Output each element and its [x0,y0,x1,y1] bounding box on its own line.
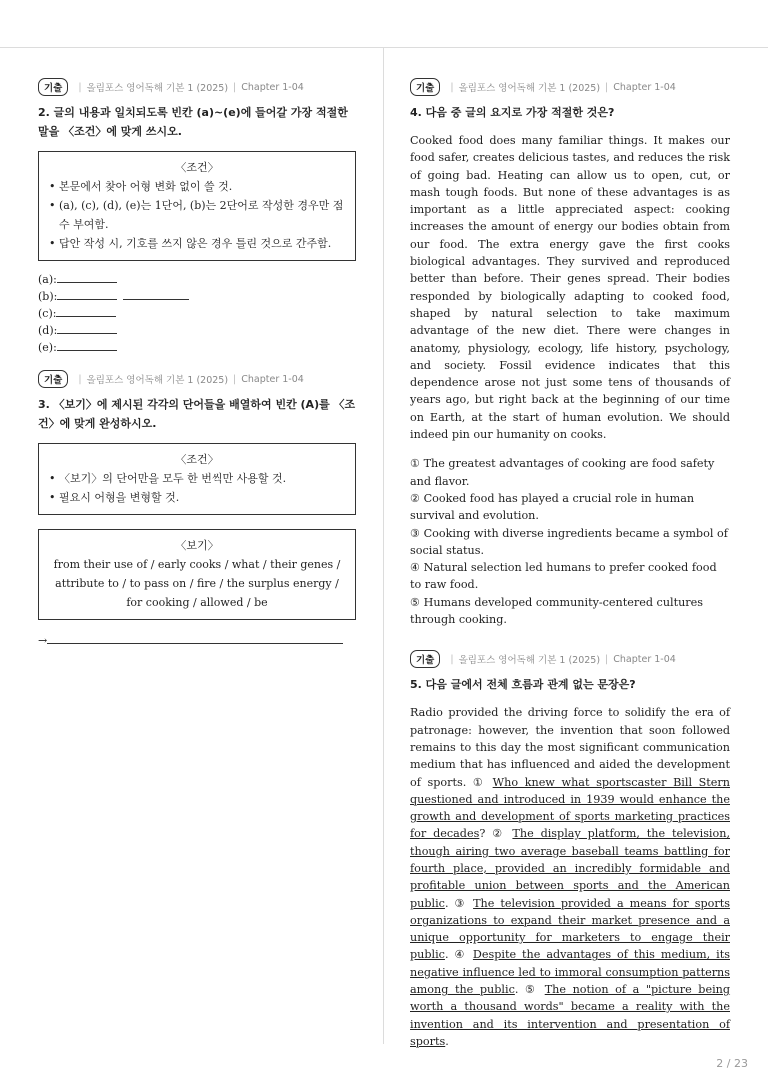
q5-sentence-2[interactable]: The display platform, the television, though airing two average baseball teams battling for fourth place, provided an incredibly formidable and profitable union between sports and the American public [410,827,731,910]
q3-condition: • 필요시 어형을 변형할 것. [49,491,180,504]
q2-chapter: Chapter 1-04 [241,81,304,93]
q5-num-3: ③ [454,896,468,910]
right-column [410,78,730,1050]
q5-title: 5. 다음 글에서 전체 흐름과 관계 없는 문장은? [410,678,636,692]
q2-answer-blanks [38,271,356,356]
q4-title: 4. 다음 중 글의 요지로 가장 적절한 것은? [410,106,615,119]
q5-num-4: ④ [454,948,467,962]
q2-condition: • 답안 작성 시, 기호를 쓰지 않은 경우 틀린 것으로 간주함. [49,237,332,250]
answer-line-d[interactable] [57,323,117,334]
answer-line-b2[interactable] [123,289,189,300]
q3-bogi-title: 〈보기〉 [175,539,219,552]
q3-conditions-box [38,443,356,515]
blank-c: (c): [38,305,356,322]
q4-meta: 기출 | 올림포스 영어독해 기본 1 (2025) | Chapter 1-04 [410,78,730,96]
q2-conditions-box [38,151,356,261]
q3-badge: 기출 [38,370,68,388]
answer-line-c[interactable] [56,306,116,317]
q4-source: 올림포스 영어독해 기본 1 (2025) [458,83,601,94]
q2-source: 올림포스 영어독해 기본 1 (2025) [86,83,229,94]
q3-title: 3. 〈보기〉에 제시된 각각의 단어들을 배열하여 빈칸 (A)를 〈조건〉에 맞게 완성하시오. [38,398,356,430]
q5-badge: 기출 [410,650,440,668]
answer-arrow: → [38,634,48,647]
answer-line-e[interactable] [57,340,117,351]
q3-condition: • 〈보기〉의 단어만을 모두 한 번씩만 사용할 것. [49,472,287,485]
left-column [38,78,356,647]
q3-source: 올림포스 영어독해 기본 1 (2025) [86,375,229,386]
q5-num-1: ① [472,775,487,789]
q3-bogi-words: from their use of / early cooks / what / their genes / attribute to / to pass on / fire / the surplus energy / for cooking / allowed / be [53,558,341,609]
page-number: 2 / 23 [716,1057,748,1070]
q5-num-5: ⑤ [525,983,539,997]
choice-4[interactable]: ④ Natural selection led humans to prefer cooked food to raw food. [410,561,717,592]
q2-meta: 기출 | 올림포스 영어독해 기본 1 (2025) | Chapter 1-04 [38,78,356,96]
q4-chapter: Chapter 1-04 [613,81,676,93]
q2-title: 2. 글의 내용과 일치되도록 빈칸 (a)~(e)에 들어갈 가장 적절한 말을 〈조건〉에 맞게 쓰시오. [38,106,348,138]
blank-b: (b): [38,288,356,305]
q4-choices [410,455,730,628]
header-rule [0,47,768,48]
q3-conditions-title: 〈조건〉 [175,453,219,466]
q5-sentence-1[interactable]: Who knew what sportscaster Bill Stern questioned and introduced in 1939 would enhance the growth and development of sports marketing practices for decades [410,775,730,841]
q5-intro: Radio provided the driving force to solidify the era of patronage: however, the invention that soon followed remains to this day the most significant communication medium that has influenced and aided the development of sports. [410,706,730,789]
q2-conditions-title: 〈조건〉 [175,161,219,174]
q4-badge: 기출 [410,78,440,96]
q3-answer [38,634,356,647]
choice-1[interactable]: ① The greatest advantages of cooking are food safety and flavor. [410,457,715,488]
q3-meta: 기출 | 올림포스 영어독해 기본 1 (2025) | Chapter 1-04 [38,370,356,388]
q5-sentence-5[interactable]: The notion of a "picture being worth a thousand words" became a reality with the invention and its intervention and presentation of sports [410,983,731,1048]
choice-2[interactable]: ② Cooked food has played a crucial role in human survival and evolution. [410,491,695,523]
q2-condition: • 본문에서 찾아 어형 변화 없이 쓸 것. [49,180,233,193]
answer-line-b1[interactable] [57,289,117,300]
q4-passage: Cooked food does many familiar things. It makes our food safer, creates delicious tastes, and reduces the risk of going bad. Heating can allow us to open, cut, or mash tough foods. But none of these advantages is as important as a little appreciated aspect: cooking increases the amount of energy our bodies obtain from our food. The extra energy gave the first cooks biological advantages. They survived and reproduced better than before. Their genes spread. Their bodies responded by biologically adapting to cooked food, shaped by natural selection to take maximum advantage of the new diet. There were changes in anatomy, physiology, ecology, life history, psychology, and society. Fossil evidence indicates that this dependence arose not just some tens of thousands of years ago, but right back at the beginning of our time on Earth, at the start of human evolution. We should indeed pin our humanity on cooks. [410,134,730,442]
q5-passage: Radio provided the driving force to solidify the era of patronage: however, the invention that soon followed remains to this day the most significant communication medium that has influenced and aided the development of sports. ① Who knew what sportscaster Bill Stern questioned and introduced in 1939 would enhance the growth and development of sports marketing practices for decades? ② The display platform, the television, though airing two average baseball teams battling for fourth place, provided an incredibly formidable and profitable union between sports and the American public. ③ The television provided a means for sports organizations to expand their market presence and a unique opportunity for marketers to engage their public. ④ Despite the advantages of this medium, its negative influence led to immoral consumption patterns among the public. ⑤ The notion of a "picture being worth a thousand words" became a reality with the invention and its intervention and presentation of sports. [410,706,731,1048]
q5-sentence-3[interactable]: The television provided a means for sports organizations to expand their market presence and a unique opportunity for marketers to engage their public [410,896,731,962]
q3-chapter: Chapter 1-04 [241,373,304,385]
q3-answer-line[interactable] [47,635,343,644]
q5-chapter: Chapter 1-04 [613,653,676,665]
q2-badge: 기출 [38,78,68,96]
q5-sentence-4[interactable]: Despite the advantages of this medium, its negative influence led to immoral consumption patterns among the public [410,948,730,997]
blank-a: (a): [38,271,356,288]
column-divider [383,47,384,1044]
q3-bogi-box [38,529,356,620]
q2-condition: • (a), (c), (d), (e)는 1단어, (b)는 2단어로 작성한 경우만 점수 부여함. [49,199,344,231]
q5-meta: 기출 | 올림포스 영어독해 기본 1 (2025) | Chapter 1-04 [410,650,730,668]
choice-3[interactable]: ③ Cooking with diverse ingredients became a symbol of social status. [410,526,728,557]
answer-line-a[interactable] [57,272,117,283]
choice-5[interactable]: ⑤ Humans developed community-centered cultures through cooking. [410,595,704,627]
blank-e: (e): [38,339,356,356]
q5-num-2: ② [492,827,506,841]
blank-d: (d): [38,322,356,339]
q5-source: 올림포스 영어독해 기본 1 (2025) [458,655,601,667]
